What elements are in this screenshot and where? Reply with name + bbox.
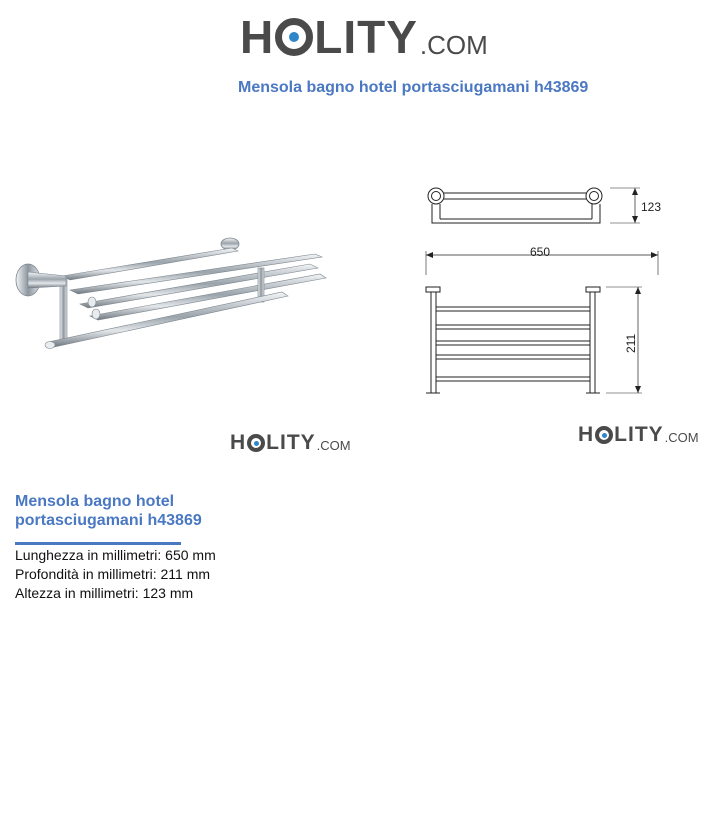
dimension-length: 650 <box>530 245 551 259</box>
logo-letter-h: H <box>240 11 275 63</box>
dimension-height: 123 <box>641 200 662 214</box>
logo-suffix: .COM <box>419 30 488 60</box>
logo-letters: LITY <box>266 431 316 454</box>
technical-drawing <box>410 175 680 405</box>
spec-height: Altezza in millimetri: 123 mm <box>15 585 194 601</box>
logo-suffix: .COM <box>664 430 699 445</box>
spec-length: Lunghezza in millimetri: 650 mm <box>15 547 216 563</box>
logo-letter-h: H <box>230 431 247 454</box>
page-title: Mensola bagno hotel portasciugamani h43869 <box>238 79 589 96</box>
logo-o-icon <box>595 426 613 444</box>
product-image <box>10 230 330 360</box>
dimension-depth: 211 <box>624 333 638 353</box>
brand-logo <box>240 11 488 63</box>
title-underline <box>15 542 181 545</box>
brand-logo-drawing <box>578 424 699 445</box>
logo-letters: LITY <box>614 423 664 446</box>
spec-depth: Profondità in millimetri: 211 mm <box>15 566 211 582</box>
logo-o-icon <box>275 18 313 56</box>
logo-o-icon <box>247 434 265 452</box>
product-title: Mensola bagno hotel portasciugamani h43869 <box>15 493 202 529</box>
logo-suffix: .COM <box>316 438 351 453</box>
brand-logo-photo <box>230 432 351 453</box>
spec-list <box>15 546 216 603</box>
logo-letters: LITY <box>314 11 418 63</box>
logo-letter-h: H <box>578 423 595 446</box>
